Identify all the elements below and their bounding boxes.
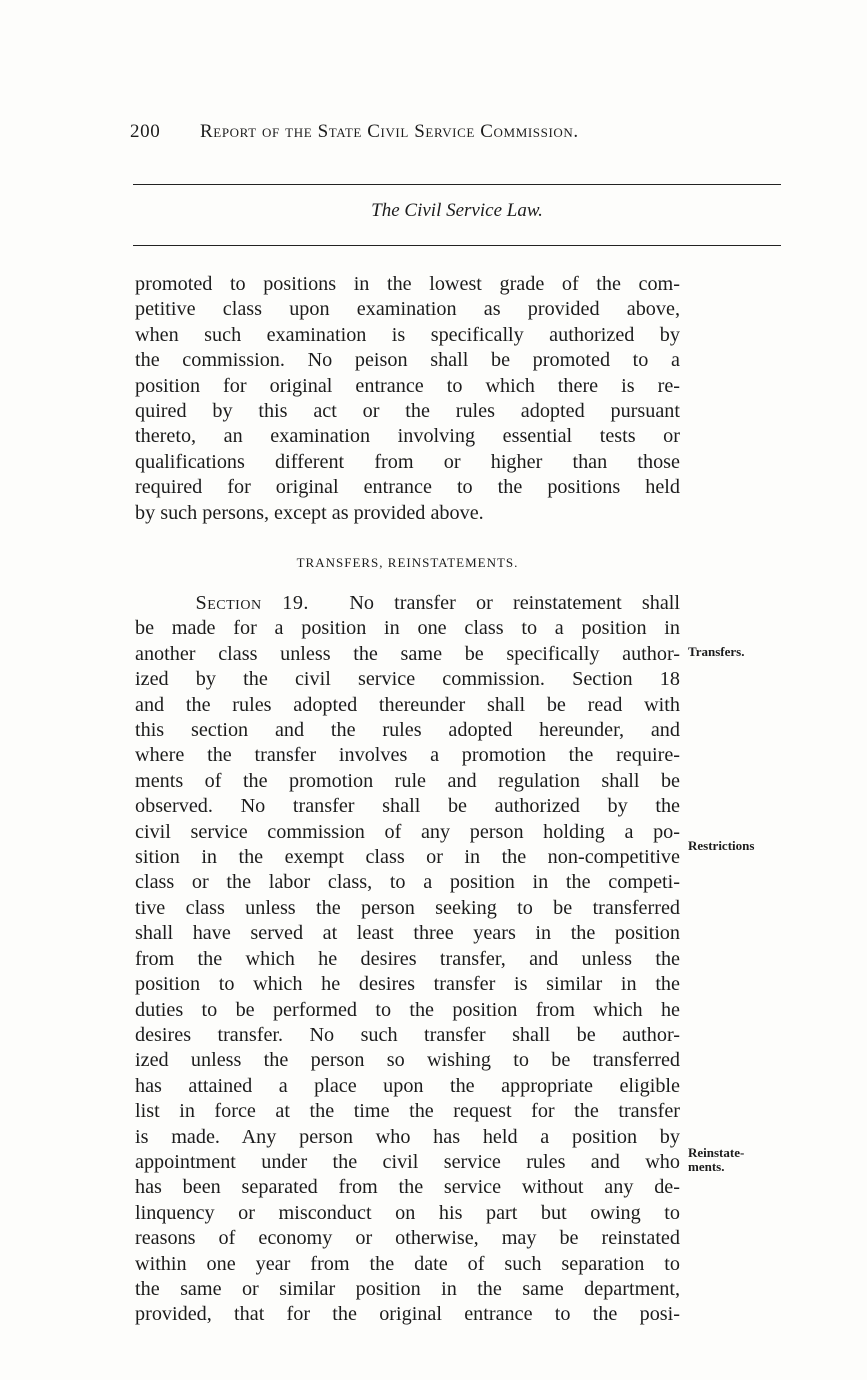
text-line: list in force at the time the request for the transfer — [135, 1100, 680, 1123]
text-line: another class unless the same be specifically author- — [135, 642, 680, 665]
text-line: reasons of economy or otherwise, may be reinstated — [135, 1227, 680, 1250]
section-title: The Civil Service Law. — [371, 200, 543, 221]
text-line: thereto, an examination involving essential tests or — [135, 425, 680, 448]
text-line: is made. Any person who has held a position by — [135, 1125, 680, 1148]
text-line: the same or similar position in the same department, — [135, 1277, 680, 1300]
running-title: Report of the State Civil Service Commission. — [200, 121, 579, 142]
text-line: provided, that for the original entrance to the posi- — [135, 1303, 680, 1326]
text-line: ments of the promotion rule and regulation shall be — [135, 769, 680, 792]
header-rule-top — [133, 184, 781, 185]
text-line: appointment under the civil service rules and who — [135, 1150, 680, 1173]
text-line: petitive class upon examination as provided above, — [135, 298, 680, 321]
page-number: 200 — [130, 121, 161, 142]
text-line: linquency or misconduct on his part but owing to — [135, 1201, 680, 1224]
text-line: has been separated from the service without any de- — [135, 1176, 680, 1199]
paragraph-promotions — [135, 272, 680, 526]
section-first-line-text: No transfer or reinstatement shall — [349, 592, 681, 614]
margin-note-restrictions: Restrictions — [688, 838, 755, 853]
text-line: the commission. No peison shall be promoted to a — [135, 349, 680, 372]
text-line: when such examination is specifically authorized by — [135, 323, 680, 346]
margin-note-reinstatements — [688, 1146, 744, 1174]
text-line: observed. No transfer shall be authorized by the — [135, 795, 680, 818]
text-line: quired by this act or the rules adopted pursuant — [135, 400, 680, 423]
text-line: tive class unless the person seeking to be transferred — [135, 896, 680, 919]
text-line: required for original entrance to the positions held — [135, 476, 680, 499]
margin-note-transfers: Transfers. — [688, 644, 745, 659]
text-line: ized by the civil service commission. Section 18 — [135, 668, 680, 691]
text-line: duties to be performed to the position from which he — [135, 998, 680, 1021]
subheading-transfers-reinstatements: TRANSFERS, REINSTATEMENTS. — [296, 555, 519, 570]
margin-note-line: ments. — [688, 1159, 725, 1174]
header-rule-bottom — [133, 245, 781, 246]
text-line: promoted to positions in the lowest grade of the com- — [135, 273, 680, 295]
text-line: sition in the exempt class or in the non-competitive — [135, 846, 680, 869]
text-line: desires transfer. No such transfer shall be author- — [135, 1023, 680, 1046]
text-line: be made for a position in one class to a position in — [135, 617, 680, 640]
text-line: position to which he desires transfer is similar in the — [135, 973, 680, 996]
text-line: qualifications different from or higher than those — [135, 450, 680, 473]
text-line: class or the labor class, to a position in the competi- — [135, 871, 680, 894]
text-line: civil service commission of any person holding a po- — [135, 820, 680, 843]
section-label: Section 19. — [195, 592, 309, 614]
text-line: and the rules adopted thereunder shall be read with — [135, 693, 680, 716]
text-line: this section and the rules adopted hereunder, and — [135, 719, 680, 742]
running-head — [130, 121, 750, 143]
text-line-first — [135, 591, 680, 616]
text-line: where the transfer involves a promotion the require- — [135, 744, 680, 767]
text-line: position for original entrance to which there is re- — [135, 374, 680, 397]
text-line: ized unless the person so wishing to be transferred — [135, 1049, 680, 1072]
text-line: by such persons, except as provided above. — [135, 501, 484, 524]
text-line: has attained a place upon the appropriate eligible — [135, 1074, 680, 1097]
paragraph-section-19 — [135, 591, 680, 1328]
margin-note-line: Reinstate- — [688, 1145, 745, 1160]
text-line: from the which he desires transfer, and unless the — [135, 947, 680, 970]
text-line: within one year from the date of such separation to — [135, 1252, 680, 1275]
text-line: shall have served at least three years in the position — [135, 922, 680, 945]
